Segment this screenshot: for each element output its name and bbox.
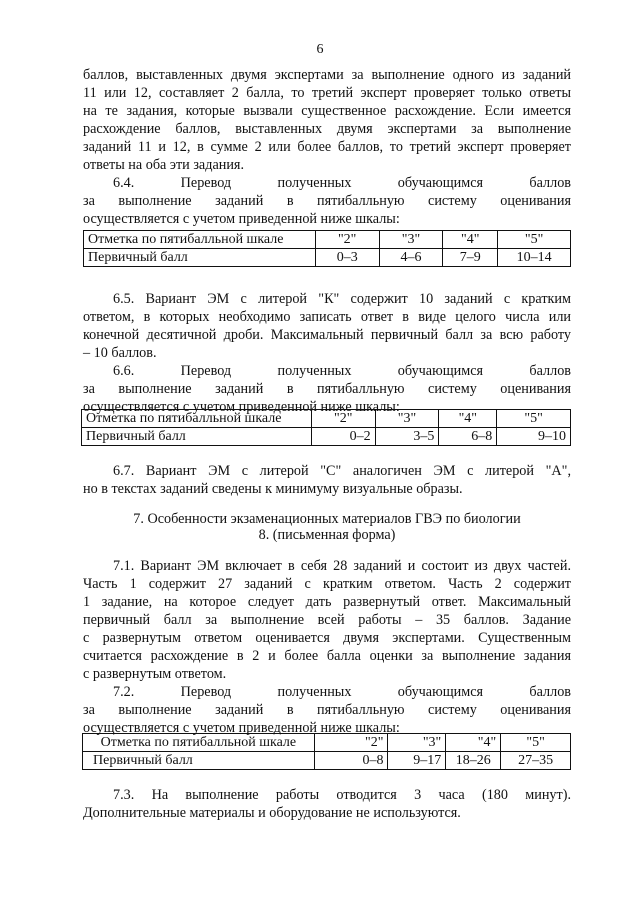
table-cell: 18–26 — [446, 752, 501, 770]
text-line: 6.4. Перевод полученных обучающимся баллов — [113, 175, 571, 191]
table-cell: "4" — [443, 231, 498, 249]
table-cell: "5" — [497, 410, 571, 428]
paragraph-6-6 — [83, 362, 571, 416]
table-cell: Отметка по пятибалльной шкале — [83, 734, 315, 752]
table-cell: "2" — [311, 410, 375, 428]
text-line: 7.2. Перевод полученных обучающимся баллов — [113, 684, 571, 700]
score-table-7-2 — [82, 733, 571, 770]
text-line: но в текстах заданий сведены к минимуму визуальные образы. — [83, 481, 463, 497]
table-row — [83, 752, 571, 770]
text-line: 7.3. На выполнение работы отводится 3 часа (180 минут). — [113, 787, 571, 803]
table-cell: Первичный балл — [82, 428, 312, 446]
text-line: на те задания, которые вызвали существенное расхождение. Если имеется — [83, 103, 571, 119]
text-line: конечной десятичной дроби. Максимальный первичный балл за всю работу — [83, 327, 571, 343]
text-line: заданий 11 и 12, в сумме 2 или более баллов, то третий эксперт проверяет — [83, 139, 571, 155]
table-cell: "2" — [315, 231, 379, 249]
text-line: Дополнительные материалы и оборудование не используются. — [83, 805, 461, 821]
table-cell: Отметка по пятибалльной шкале — [82, 410, 312, 428]
text-line: осуществляется с учетом приведенной ниже шкалы: — [83, 211, 400, 227]
text-line: 6.5. Вариант ЭМ с литерой "К" содержит 10 заданий с кратким — [113, 291, 571, 307]
table-cell: Отметка по пятибалльной шкале — [84, 231, 316, 249]
text-line: первичный балл за выполнение всей работы – 35 баллов. Задание — [83, 612, 571, 628]
paragraph-7-3 — [83, 786, 571, 822]
table-cell: 3–5 — [375, 428, 439, 446]
table-cell: 9–10 — [497, 428, 571, 446]
text-line: 11 или 12, составляет 2 балла, то третий эксперт проверяет только ответы — [83, 85, 571, 101]
paragraph-6-4 — [83, 174, 571, 228]
table-cell: "3" — [379, 231, 443, 249]
text-line: 1 задание, на которое следует дать развернутый ответ. Максимальный — [83, 594, 571, 610]
table-header-row — [82, 410, 571, 428]
table-row — [84, 249, 571, 267]
text-line: 6.6. Перевод полученных обучающимся баллов — [113, 363, 571, 379]
text-line: считается расхождение в 2 и более балла оценки за выполнение задания — [83, 648, 571, 664]
table-cell: 0–8 — [314, 752, 388, 770]
text-line: расхождение баллов, выставленных двумя экспертами за выполнение — [83, 121, 571, 137]
table-cell: 9–17 — [388, 752, 446, 770]
text-line: 7.1. Вариант ЭМ включает в себя 28 заданий и состоит из двух частей. — [113, 558, 571, 574]
table-cell: "3" — [375, 410, 439, 428]
table-cell: Первичный балл — [83, 752, 315, 770]
table-cell: 10–14 — [498, 249, 571, 267]
table-cell: 0–3 — [315, 249, 379, 267]
table-cell: Первичный балл — [84, 249, 316, 267]
text-line: баллов, выставленных двумя экспертами за выполнение одного из заданий — [83, 67, 571, 83]
text-line: осуществляется с учетом приведенной ниже шкалы: — [83, 720, 400, 736]
text-line: за выполнение заданий в пятибалльную систему оценивания — [83, 193, 571, 209]
table-cell: "4" — [439, 410, 497, 428]
table-cell: "2" — [314, 734, 388, 752]
text-line: ответы на оба эти задания. — [83, 157, 244, 173]
table-cell: "5" — [501, 734, 571, 752]
page-number: 6 — [316, 42, 324, 57]
paragraph-expert-check — [83, 66, 571, 174]
score-table-6-6 — [81, 409, 571, 446]
table-cell: 6–8 — [439, 428, 497, 446]
heading-line: 7. Особенности экзаменационных материалов ГВЭ по биологии — [133, 511, 521, 527]
paragraph-7-2 — [83, 683, 571, 737]
text-line: осуществляется с учетом приведенной ниже шкалы: — [83, 399, 400, 415]
text-line: с развернутым ответом. — [83, 666, 227, 682]
heading-line: 8. (письменная форма) — [258, 527, 396, 543]
text-line: 6.7. Вариант ЭМ с литерой "С" аналогичен ЭМ с литерой "А", — [113, 463, 571, 479]
paragraph-6-5 — [83, 290, 571, 362]
table-header-row — [84, 231, 571, 249]
score-table-6-4 — [83, 230, 571, 267]
text-line: за выполнение заданий в пятибалльную систему оценивания — [83, 381, 571, 397]
table-cell: 0–2 — [311, 428, 375, 446]
text-line: с развернутым ответом оценивается двумя экспертами. Существенным — [83, 630, 571, 646]
text-line: Часть 1 содержит 27 заданий с кратким ответом. Часть 2 содержит — [83, 576, 571, 592]
table-row — [82, 428, 571, 446]
table-cell: 27–35 — [501, 752, 571, 770]
table-cell: "5" — [498, 231, 571, 249]
table-cell: "3" — [388, 734, 446, 752]
text-line: ответом, в которых необходимо записать ответ в виде целого числа или — [83, 309, 571, 325]
paragraph-7-1 — [83, 557, 571, 683]
table-cell: "4" — [446, 734, 501, 752]
table-header-row — [83, 734, 571, 752]
text-line: за выполнение заданий в пятибалльную систему оценивания — [83, 702, 571, 718]
paragraph-6-7 — [83, 462, 571, 498]
table-cell: 7–9 — [443, 249, 498, 267]
table-cell: 4–6 — [379, 249, 443, 267]
text-line: – 10 баллов. — [83, 345, 157, 361]
section-heading — [83, 511, 571, 543]
